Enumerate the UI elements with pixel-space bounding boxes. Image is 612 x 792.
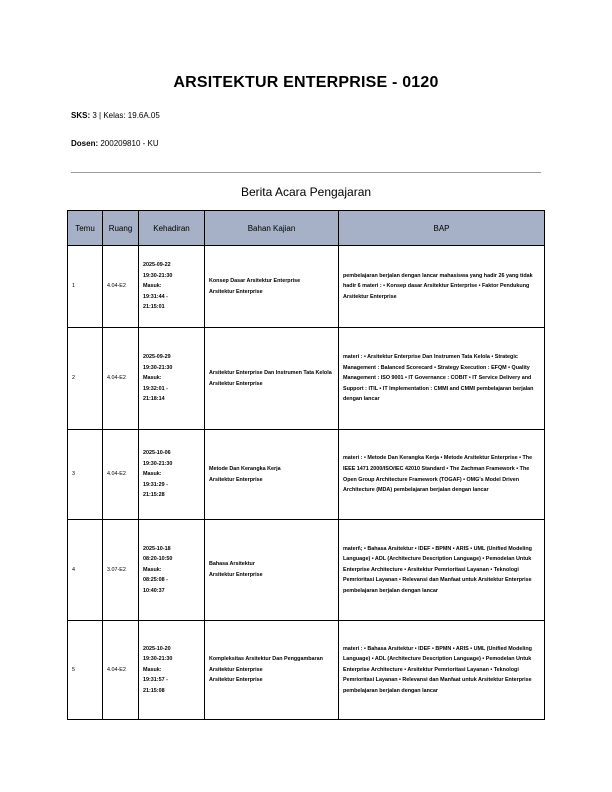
cell-line: 19:31:29 - bbox=[143, 481, 168, 488]
cell-kehadiran bbox=[139, 520, 205, 621]
cell-line: 2025-10-20 bbox=[143, 645, 171, 652]
cell-line: 21:15:08 bbox=[143, 687, 165, 694]
section-title: Berita Acara Pengajaran bbox=[240, 185, 372, 199]
cell-line: 21:15:28 bbox=[143, 492, 165, 499]
cell-ruang: 4.04-E2 bbox=[103, 328, 139, 430]
cell-line: 21:18:14 bbox=[143, 396, 165, 403]
cell-line: 2025-10-18 bbox=[143, 545, 171, 552]
cell-kehadiran bbox=[139, 621, 205, 720]
cell-line: 10:40:37 bbox=[143, 587, 165, 594]
cell-bap: materi : • Bahasa Arsitektur • IDEF • BPMN • ARIS • UML (Unified Modeling Language) • ADL (Architecture Description Language) • Pemodelan Untuk Enterprise Architecture • Arsitektur Pemrioritasi Layanan • Teknologi Pemrioritasi Layanan • Relevansi dan Manfaat untuk Arsitektur Enterprise pembelajaran berjalan dengan lancar bbox=[339, 621, 545, 720]
bap-table bbox=[67, 210, 545, 720]
table-row bbox=[68, 328, 545, 430]
table-row bbox=[68, 430, 545, 520]
dosen-label: Dosen: bbox=[71, 139, 99, 148]
cell-line: Masuk: bbox=[143, 666, 162, 673]
sks-value: 3 | Kelas: 19.6A.05 bbox=[92, 111, 160, 120]
cell-ruang: 4.04-E2 bbox=[103, 430, 139, 520]
cell-kehadiran bbox=[139, 246, 205, 328]
cell-line: Arsitektur Enterprise bbox=[209, 572, 263, 578]
cell-line: 19:31:57 - bbox=[143, 677, 168, 684]
table-header-row bbox=[68, 211, 545, 246]
cell-bahan-kajian bbox=[205, 430, 339, 520]
cell-line: 2025-10-06 bbox=[143, 450, 171, 457]
cell-bap: materi\; • Bahasa Arsitektur • IDEF • BPMN • ARIS • UML (Unified Modeling Language) • ADL (Architecture Description Language) • Pemodelan Untuk Enterprise Architecture • Arsitektur Pemrioritasi Layanan • Teknologi Pemrioritasi Layanan • Relevansi dan Manfaat untuk Arsitektur Enterprise pembelajaran berjalan dengan lancar bbox=[339, 520, 545, 621]
divider bbox=[71, 172, 541, 173]
cell-temu: 1 bbox=[68, 246, 103, 328]
cell-line: Masuk: bbox=[143, 471, 162, 478]
cell-line: 08:25:08 - bbox=[143, 577, 168, 584]
header-temu: Temu bbox=[68, 211, 103, 246]
header-bahan-kajian: Bahan Kajian bbox=[205, 211, 339, 246]
cell-line: Arsitektur Enterprise bbox=[209, 380, 263, 387]
cell-line: Arsitektur Enterprise bbox=[209, 677, 263, 684]
sks-label: SKS: bbox=[71, 111, 91, 120]
cell-bahan-kajian bbox=[205, 621, 339, 720]
cell-line: Metode Dan Kerangka Kerja bbox=[209, 465, 281, 472]
cell-bap: materi : • Arsitektur Enterprise Dan Instrumen Tata Kelola • Strategic Management : Balanced Scorecard • Strategy Execution : EFQM • Quality Management : ISO 9001 • IT Governance : COBIT • IT Service Delivery and Support : ITIL • IT Implementation : CMMI and CMMI pembelajaran berjalan dengan lancar bbox=[339, 328, 545, 430]
cell-temu: 2 bbox=[68, 328, 103, 430]
cell-temu: 4 bbox=[68, 520, 103, 621]
dosen-value: 200209810 - KU bbox=[100, 139, 159, 148]
cell-kehadiran bbox=[139, 430, 205, 520]
cell-bahan-kajian bbox=[205, 328, 339, 430]
course-title: ARSITEKTUR ENTERPRISE - 0120 bbox=[173, 74, 439, 91]
cell-bap: pembelajaran berjalan dengan lancar mahasiswa yang hadir 26 yang tidak hadir 6 materi : • Konsep dasar Arsitektur Enterprise • Faktor Pendukung Arsitektur Enterprise bbox=[339, 246, 545, 328]
cell-line: Arsitektur Enterprise bbox=[209, 476, 263, 483]
course-meta-sks bbox=[71, 111, 160, 120]
header-bap: BAP bbox=[339, 211, 545, 246]
cell-ruang: 3.07-E2 bbox=[103, 520, 139, 621]
cell-temu: 5 bbox=[68, 621, 103, 720]
table-row bbox=[68, 246, 545, 328]
cell-line: 19:30-21:30 bbox=[143, 272, 173, 279]
cell-line: Masuk: bbox=[143, 283, 162, 290]
cell-line: Masuk: bbox=[143, 375, 162, 382]
cell-line: Arsitektur Enterprise bbox=[209, 288, 263, 295]
cell-line: 21:15:01 bbox=[143, 304, 165, 311]
cell-line: Konsep Dasar Arsitektur Enterprise bbox=[209, 277, 301, 284]
cell-line: 19:30-21:30 bbox=[143, 656, 173, 663]
cell-line: 2025-09-29 bbox=[143, 354, 171, 361]
course-meta-dosen bbox=[71, 139, 159, 148]
cell-line: Masuk: bbox=[143, 566, 162, 573]
cell-line: 19:30-21:30 bbox=[143, 364, 173, 371]
cell-ruang: 4.04-E2 bbox=[103, 621, 139, 720]
cell-line: Arsitektur Enterprise Dan Instrumen Tata Kelola bbox=[209, 369, 332, 376]
cell-line: 19:32:01 - bbox=[143, 385, 168, 392]
cell-temu: 3 bbox=[68, 430, 103, 520]
table-row bbox=[68, 621, 545, 720]
cell-line: 2025-09-22 bbox=[143, 262, 171, 269]
cell-kehadiran bbox=[139, 328, 205, 430]
cell-line: Kompleksitas Arsitektur Dan Penggambaran Arsitektur Enterprise bbox=[209, 656, 323, 673]
header-ruang: Ruang bbox=[103, 211, 139, 246]
cell-line: Bahasa Arsitektur bbox=[209, 561, 255, 568]
cell-bahan-kajian bbox=[205, 520, 339, 621]
cell-line: 08:20-10:50 bbox=[143, 556, 173, 563]
table-row bbox=[68, 520, 545, 621]
cell-bahan-kajian bbox=[205, 246, 339, 328]
cell-bap: materi : • Metode Dan Kerangka Kerja • Metode Arsitektur Enterprise • The IEEE 1471 2000/ISO/IEC 42010 Standard • The Zachman Framework • The Open Group Architecture Framework (TOGAF) • OMG's Model Driven Architecture (MDA) pembelajaran berjalan dengan lancar bbox=[339, 430, 545, 520]
header-kehadiran: Kehadiran bbox=[139, 211, 205, 246]
cell-line: 19:30-21:30 bbox=[143, 460, 173, 467]
cell-ruang: 4.04-E2 bbox=[103, 246, 139, 328]
cell-line: 19:31:44 - bbox=[143, 293, 168, 300]
